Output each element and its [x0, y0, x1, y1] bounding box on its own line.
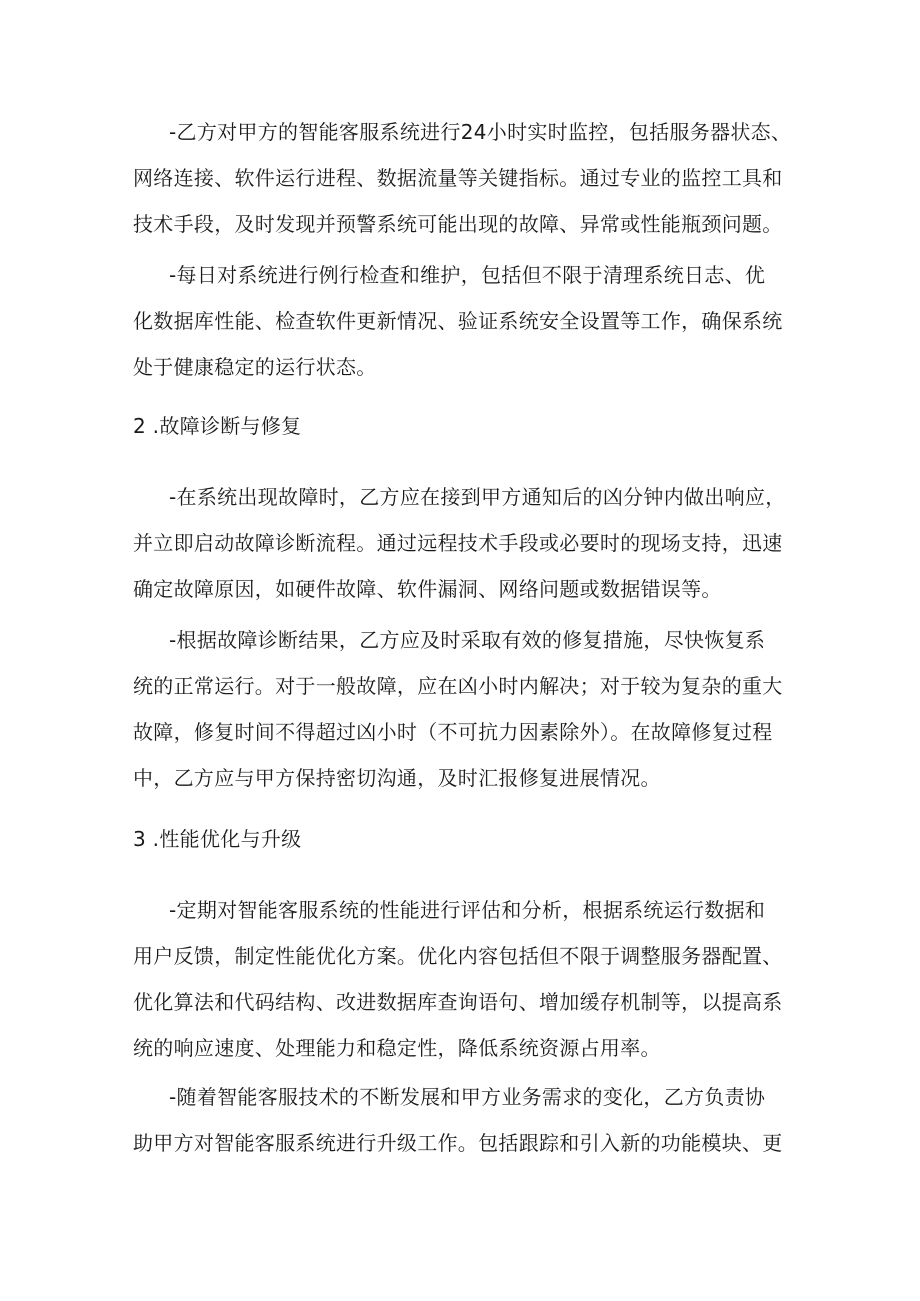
- text-line: -在系统出现故障时，乙方应在接到甲方通知后的凶分钟内做出响应，: [169, 485, 786, 509]
- text-line: -乙方对甲方的智能客服系统进行24小时实时监控，包括服务器状态、: [169, 120, 792, 144]
- text-line: 网络连接、软件运行进程、数据流量等关键指标。通过专业的监控工具和: [133, 166, 783, 190]
- paragraph-daily-maintenance: [133, 252, 793, 390]
- text-line: 化数据库性能、检查软件更新情况、验证系统安全设置等工作，确保系统: [133, 309, 783, 333]
- text-line: -每日对系统进行例行检查和维护，包括但不限于清理系统日志、优: [169, 263, 766, 287]
- text-line: 统的正常运行。对于一般故障，应在凶小时内解决；对于较为复杂的重大: [133, 674, 783, 698]
- text-line: 中，乙方应与甲方保持密切沟通，及时汇报修复进展情况。: [133, 766, 661, 790]
- text-line: 技术手段，及时发现并预警系统可能出现的故障、异常或性能瓶颈问题。: [133, 212, 783, 236]
- paragraph-monitoring: [133, 109, 793, 247]
- section-heading-performance: 3 .性能优化与升级: [133, 827, 302, 851]
- text-line: 统的响应速度、处理能力和稳定性，降低系统资源占用率。: [133, 1036, 661, 1060]
- text-line: 用户反馈，制定性能优化方案。优化内容包括但不限于调整服务器配置、: [133, 944, 783, 968]
- paragraph-performance-optimization: [133, 887, 793, 1071]
- text-line: 助甲方对智能客服系统进行升级工作。包括跟踪和引入新的功能模块、更: [133, 1131, 783, 1155]
- text-line: 故障，修复时间不得超过凶小时（不可抗力因素除外）。在故障修复过程: [133, 720, 773, 744]
- text-line: 处于健康稳定的运行状态。: [133, 355, 377, 379]
- paragraph-fault-repair: [133, 617, 793, 801]
- paragraph-system-upgrade: [133, 1074, 793, 1166]
- text-line: -随着智能客服技术的不断发展和甲方业务需求的变化，乙方负责协: [169, 1085, 766, 1109]
- text-line: 优化算法和代码结构、改进数据库查询语句、增加缓存机制等，以提高系: [133, 990, 783, 1014]
- text-line: 确定故障原因，如硬件故障、软件漏洞、网络问题或数据错误等。: [133, 577, 722, 601]
- text-line: -根据故障诊断结果，乙方应及时采取有效的修复措施，尽快恢复系: [169, 628, 766, 652]
- paragraph-fault-response: [133, 474, 793, 612]
- text-line: -定期对智能客服系统的性能进行评估和分析，根据系统运行数据和: [169, 898, 766, 922]
- section-heading-fault-diagnosis: 2 .故障诊断与修复: [133, 414, 302, 438]
- text-line: 并立即启动故障诊断流程。通过远程技术手段或必要时的现场支持，迅速: [133, 531, 783, 555]
